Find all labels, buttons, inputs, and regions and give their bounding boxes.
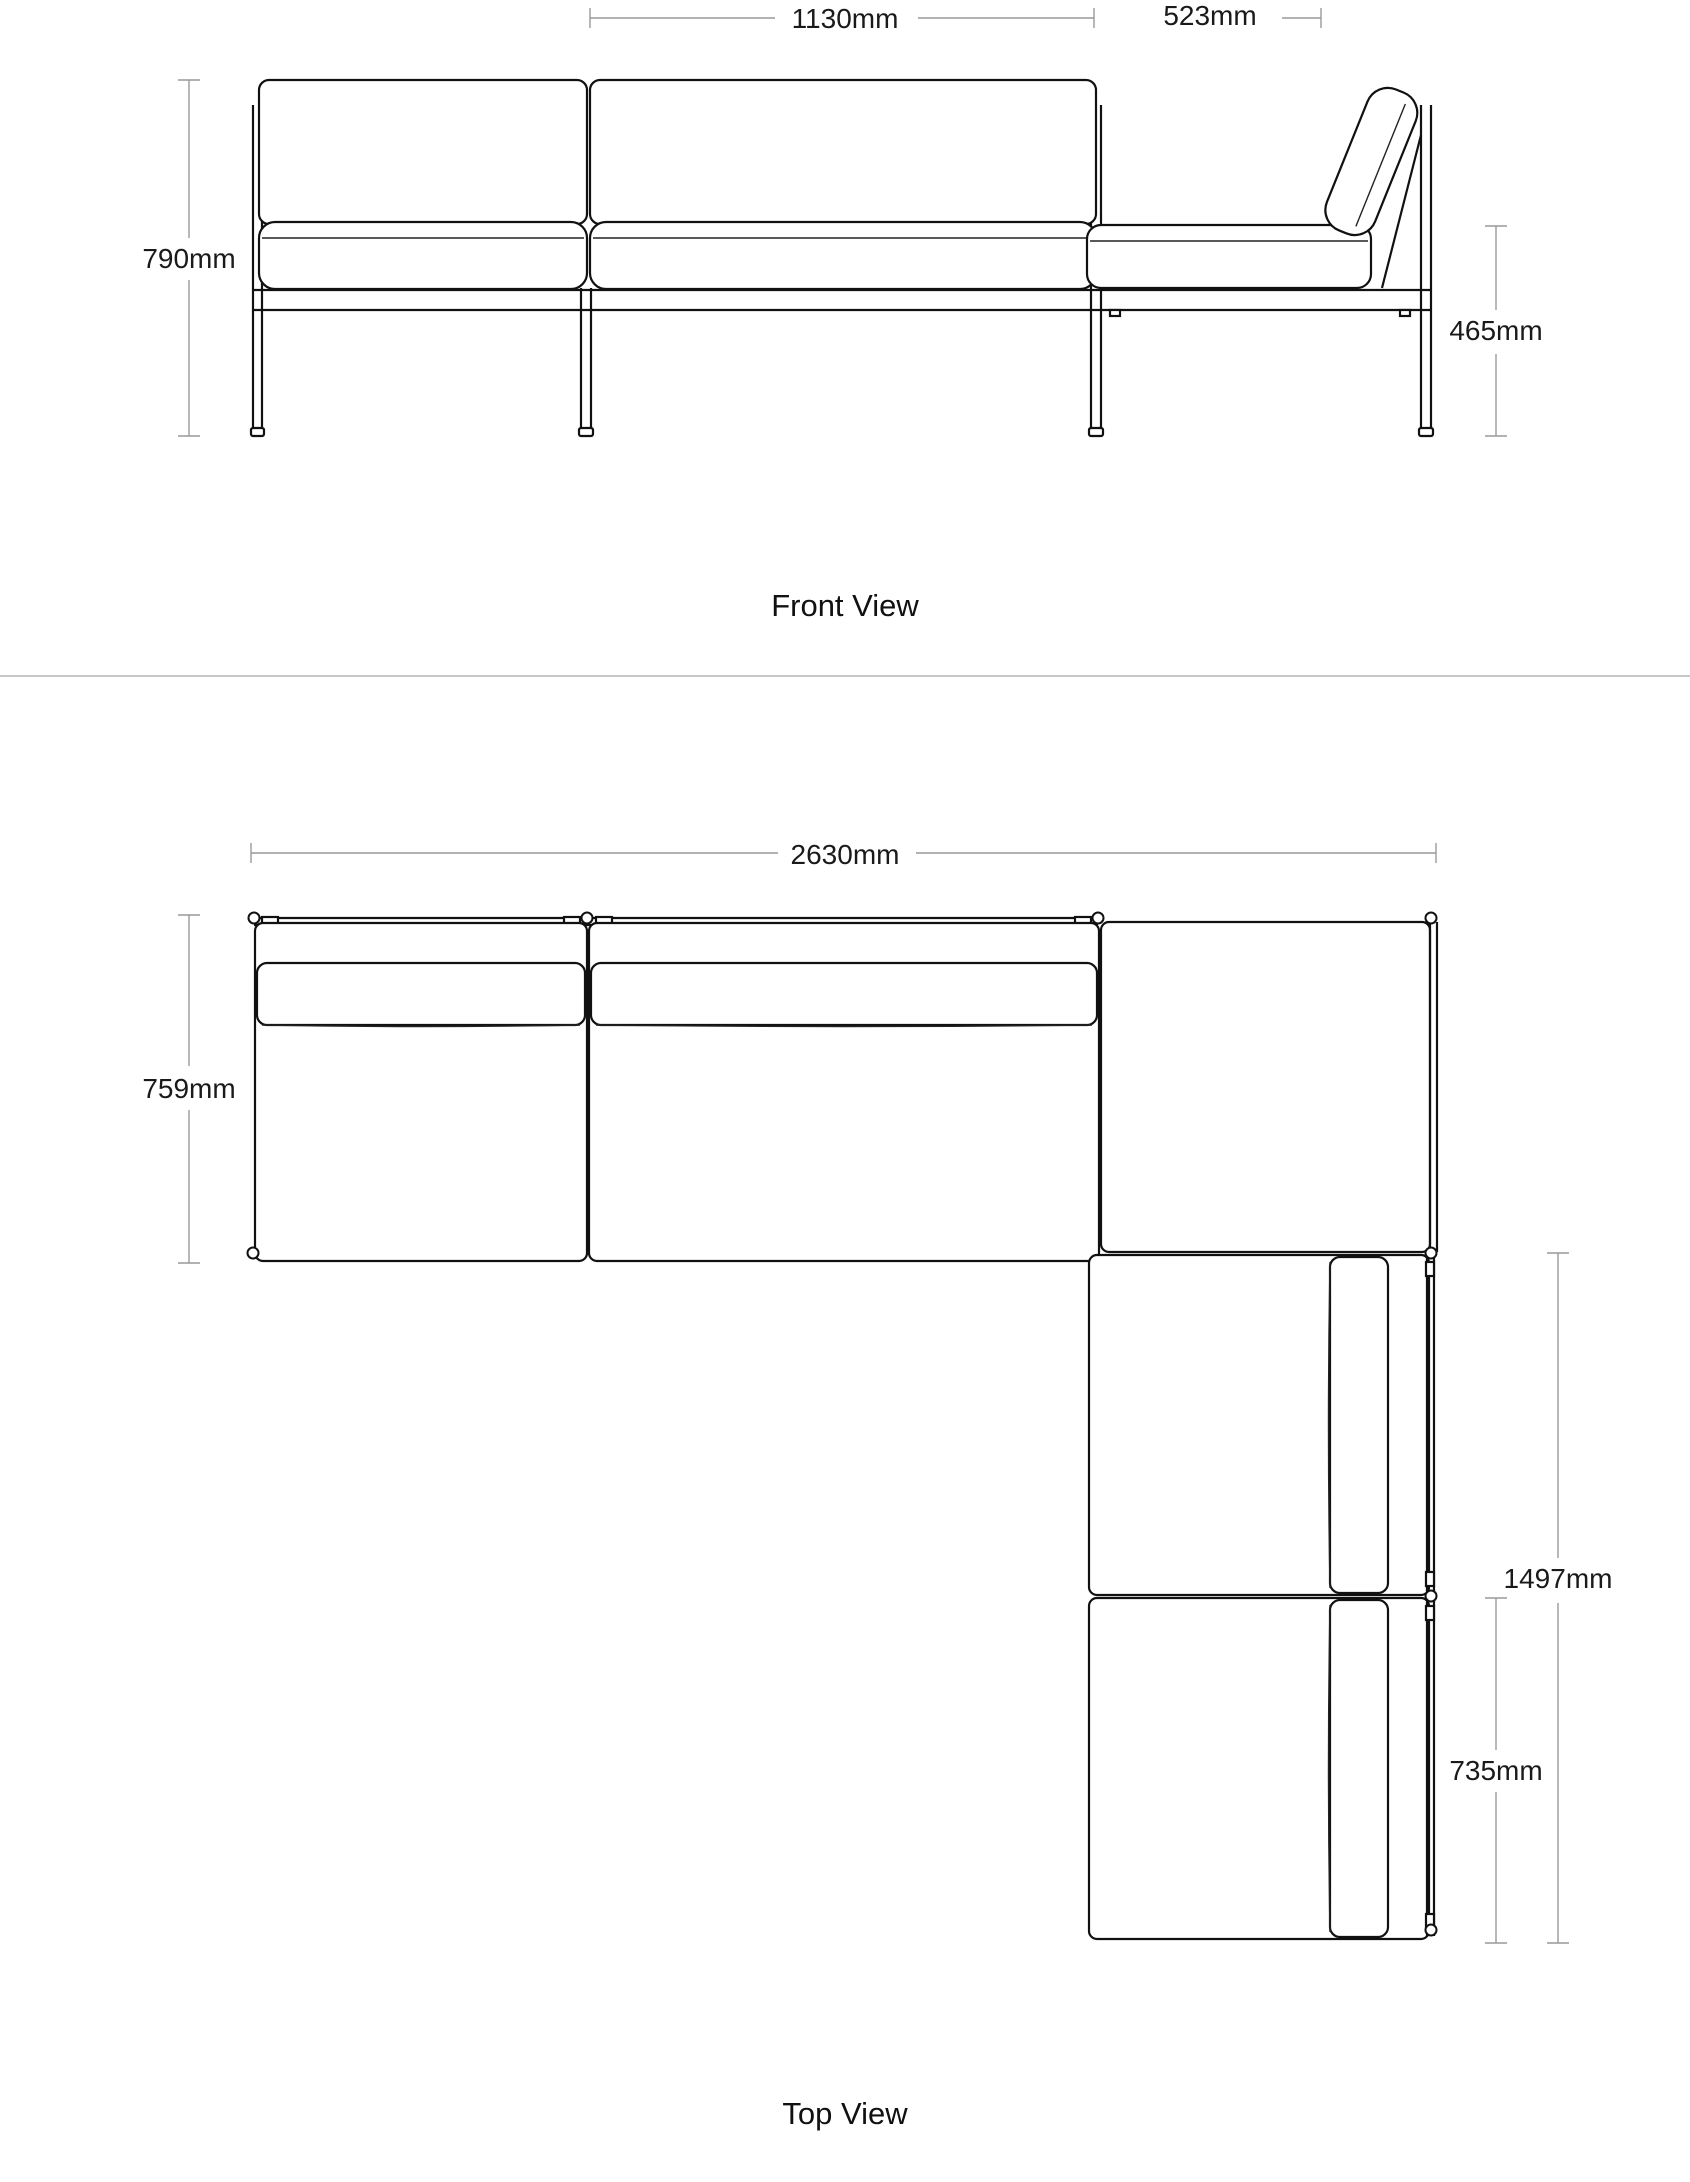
front-back-cushion-left: [259, 80, 587, 224]
front-view-caption: Front View: [771, 588, 919, 623]
top-dim-735: 735mm: [1449, 1755, 1543, 1786]
front-dim-790: 790mm: [142, 243, 236, 274]
front-seat-cushion-right: [590, 222, 1096, 289]
front-seat-cushion-left: [259, 222, 587, 289]
top-corner-module: [1101, 922, 1437, 1252]
top-dim-2630: 2630mm: [790, 839, 900, 870]
top-chaise-module-upper: [1089, 1255, 1434, 1595]
top-seat-module-left: [255, 923, 587, 1261]
top-seat-module-middle: [589, 923, 1099, 1261]
top-chaise-module-lower: [1089, 1598, 1434, 1939]
top-view-caption: Top View: [782, 2096, 908, 2131]
front-chaise-module: [1087, 81, 1424, 288]
front-dim-523: 523mm: [1163, 0, 1257, 31]
front-dim-465: 465mm: [1449, 315, 1543, 346]
top-view-drawing: [248, 913, 1438, 1940]
front-back-cushion-right: [590, 80, 1096, 224]
top-dim-1497: 1497mm: [1503, 1563, 1613, 1594]
top-dim-759: 759mm: [142, 1073, 236, 1104]
front-dim-1130: 1130mm: [791, 3, 899, 34]
front-view-drawing: [251, 80, 1433, 436]
